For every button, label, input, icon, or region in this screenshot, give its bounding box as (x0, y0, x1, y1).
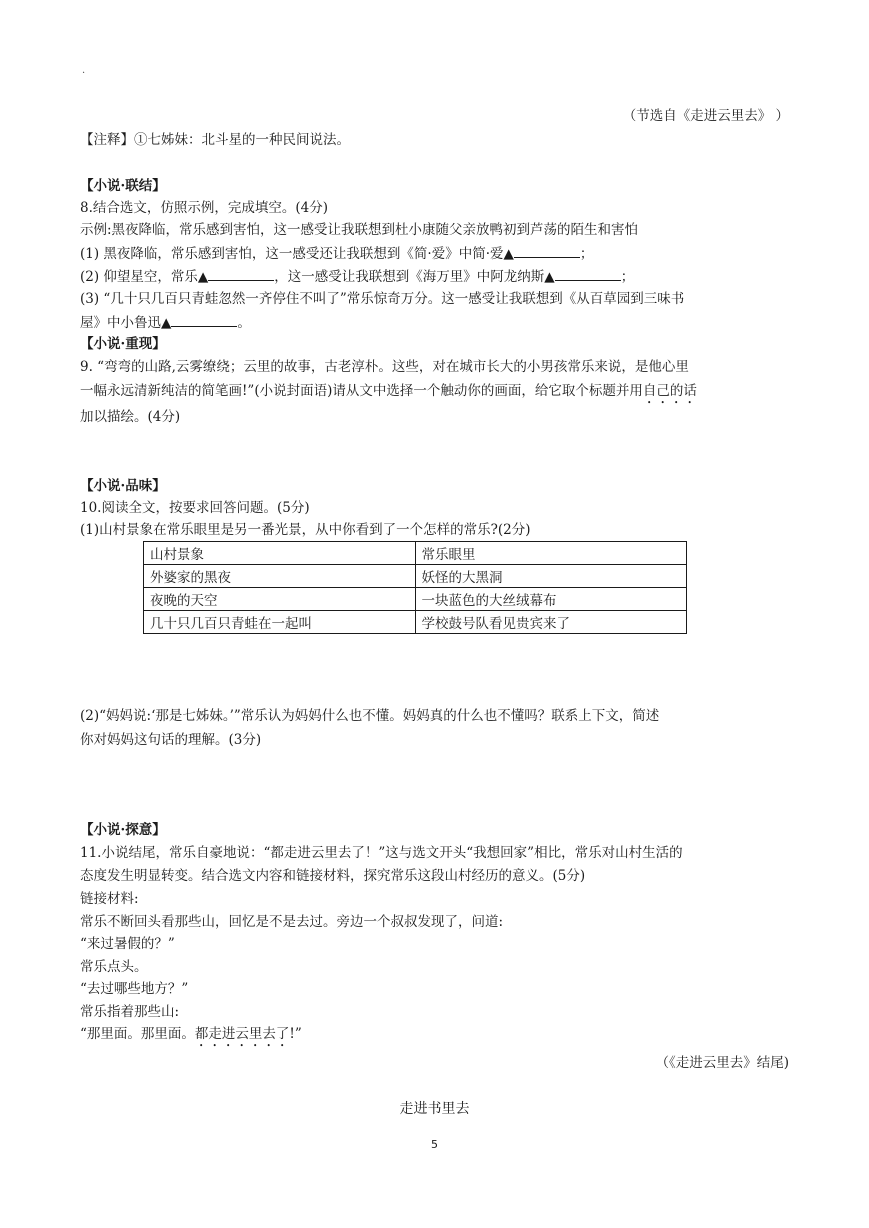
material-last-text: “那里面。那里面。 (80, 1026, 195, 1042)
answer-blank (208, 266, 274, 281)
answer-blank (171, 312, 237, 327)
q8-item-2 (80, 266, 634, 287)
q8-prompt: 8.结合选文，仿照示例，完成填空。(4分) (80, 200, 329, 216)
q8-item-1-end: ； (579, 246, 594, 262)
q9-line-1: 9. “弯弯的山路,云雾缭绕；云里的故事，古老淳朴。这些，对在城市长大的小男孩常乐来说，是他心里 (80, 359, 689, 375)
q10-prompt: 10.阅读全文，按要求回答问题。(5分) (80, 500, 310, 516)
q11-line-2: 态度发生明显转变。结合选文内容和链接材料，探究常乐这段山村经历的意义。(5分) (80, 868, 586, 884)
emphasized-text: 都走进云里去了 (194, 1026, 290, 1042)
scene-table (143, 541, 687, 634)
material-source: （《走进云里去》结尾) (655, 1055, 789, 1071)
answer-blank (555, 266, 621, 281)
material-label: 链接材料: (80, 891, 139, 907)
table-cell: 妖怪的大黑洞 (415, 565, 687, 588)
material-line: 常乐不断回头看那些山，回忆是不是去过。旁边一个叔叔发现了，问道: (80, 914, 504, 930)
material-line: “来过暑假的？” (80, 936, 175, 952)
header-dot: · (82, 68, 86, 79)
table-cell: 一块蓝色的大丝绒幕布 (415, 588, 687, 611)
q9-line-2-text: 一幅永远清新纯洁的简笔画!”(小说封面语)请从文中选择一个触动你的画面，给它取个标题并用 (80, 383, 643, 399)
table-cell: 夜晚的天空 (144, 588, 416, 611)
q8-item-1-text: (1) 黑夜降临，常乐感到害怕，这一感受还让我联想到《简·爱》中简·爱▲ (80, 246, 514, 262)
q8-item-3-line-1: (3) “几十只几百只青蛙忽然一齐停住不叫了”常乐惊奇万分。这一感受让我联想到《从百草园到三味书 (80, 291, 685, 307)
material-line: “去过哪些地方？” (80, 981, 189, 997)
table-row (144, 565, 687, 588)
material-last-end: !” (289, 1026, 302, 1042)
table-cell: 几十只几百只青蛙在一起叫 (144, 611, 416, 634)
q8-item-2-end: ； (620, 269, 635, 285)
q9-section-heading: 【小说·重现】 (80, 336, 166, 352)
q8-item-2-mid: ，这一感受让我联想到《海万里》中阿龙纳斯▲ (274, 269, 555, 285)
q11-section-heading: 【小说·探意】 (80, 822, 166, 838)
q9-line-2 (80, 381, 697, 407)
table-cell: 外婆家的黑夜 (144, 565, 416, 588)
table-header-cell: 常乐眼里 (415, 542, 687, 565)
q10-sub-1: (1)山村景象在常乐眼里是另一番光景，从中你看到了一个怎样的常乐?(2分) (80, 522, 531, 538)
page-number: 5 (431, 1138, 438, 1151)
table-header-cell: 山村景象 (144, 542, 416, 565)
q10-sub-2-line-2: 你对妈妈这句话的理解。(3分) (80, 732, 262, 748)
q10-section-heading: 【小说·品味】 (80, 478, 166, 494)
answer-blank (514, 243, 580, 258)
q8-section-heading: 【小说·联结】 (80, 178, 166, 194)
emphasized-text: 自己的话 (642, 383, 697, 399)
table-cell: 学校鼓号队看见贵宾来了 (415, 611, 687, 634)
q11-line-1: 11.小说结尾，常乐自豪地说：“都走进云里去了！”这与选文开头“我想回家”相比，常乐对山村生活的 (80, 845, 683, 861)
q8-item-1 (80, 243, 593, 264)
q8-item-3-line-2 (80, 312, 251, 333)
material-line: 常乐指着那些山: (80, 1004, 180, 1020)
table-row (144, 588, 687, 611)
q8-item-3-end: 。 (237, 315, 251, 331)
q8-example: 示例:黑夜降临，常乐感到害怕，这一感受让我联想到杜小康随父亲放鸭初到芦荡的陌生和害怕 (80, 222, 639, 238)
source-note: （节选自《走进云里去》 ） (622, 108, 789, 124)
next-section-title: 走进书里去 (399, 1101, 470, 1117)
q10-sub-2-line-1: (2)“妈妈说:‘那是七姊妹。’”常乐认为妈妈什么也不懂。妈妈真的什么也不懂吗？联系上下文，简述 (80, 708, 660, 724)
q8-item-3-text: 屋》中小鲁迅▲ (80, 315, 172, 331)
table-row (144, 611, 687, 634)
q8-item-2-text: (2) 仰望星空，常乐▲ (80, 269, 209, 285)
table-row (144, 542, 687, 565)
annotation: 【注释】①七姊妹：北斗星的一种民间说法。 (80, 132, 350, 148)
material-last-line (80, 1024, 302, 1050)
material-line: 常乐点头。 (80, 959, 148, 975)
q9-line-3: 加以描绘。(4分) (80, 409, 181, 425)
